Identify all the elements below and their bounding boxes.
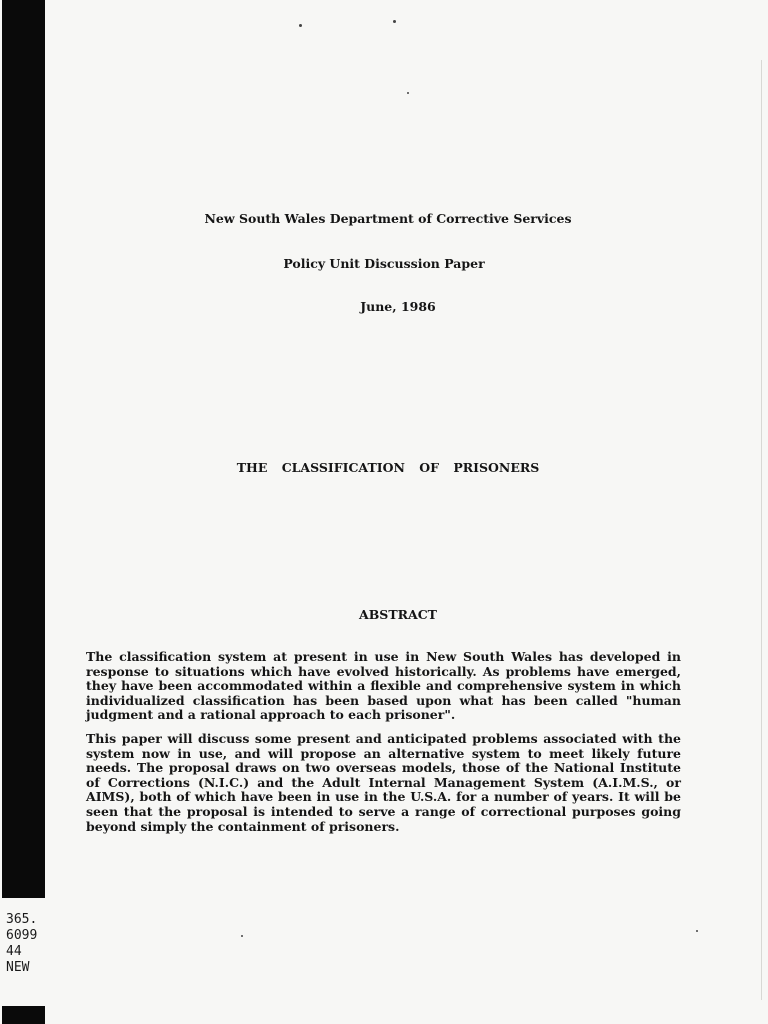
call-number-line: 6099 [6, 928, 38, 943]
scan-speck [696, 930, 698, 932]
call-number-line: 44 [6, 944, 22, 959]
document-title: THE CLASSIFICATION OF PRISONERS [236, 460, 540, 475]
scan-speck [407, 92, 409, 94]
page-edge [761, 60, 762, 1000]
paper-date: June, 1986 [360, 299, 436, 314]
scan-speck [299, 24, 302, 27]
scan-speck [241, 935, 243, 937]
abstract-paragraph-2: This paper will discuss some present and anticipated problems associated with the system now in use, and will propose an alternative system to meet likely future needs. The proposal draws on two overseas models, those of the National Institute of Corrections (N.I.C.) and the Adult Internal Management System (A.I.M.S., or AIMS), both of which have been in use in the U.S.A. for a number of years. It will be seen that the proposal is intended to serve a range of correctional purposes going beyond simply the containment of prisoners. [86, 730, 681, 834]
department-name: New South Wales Department of Corrective Services [204, 211, 572, 226]
abstract-heading: ABSTRACT [359, 607, 437, 622]
call-number-line: NEW [6, 960, 30, 975]
binding-strip-bottom [2, 1006, 45, 1024]
scan-speck [393, 20, 396, 23]
abstract-body [86, 650, 681, 843]
call-number-line: 365. [6, 912, 38, 927]
binding-strip [2, 0, 45, 898]
abstract-paragraph-1: The classification system at present in use in New South Wales has developed in response to situations which have evolved historically. As problems have emerged, they have been accommodated within a flexible and comprehensive system in which individualized classification has been based upon what has been called "human judgment and a rational approach to each prisoner". [86, 649, 681, 723]
library-call-number [6, 912, 37, 976]
paper-type: Policy Unit Discussion Paper [283, 256, 485, 271]
